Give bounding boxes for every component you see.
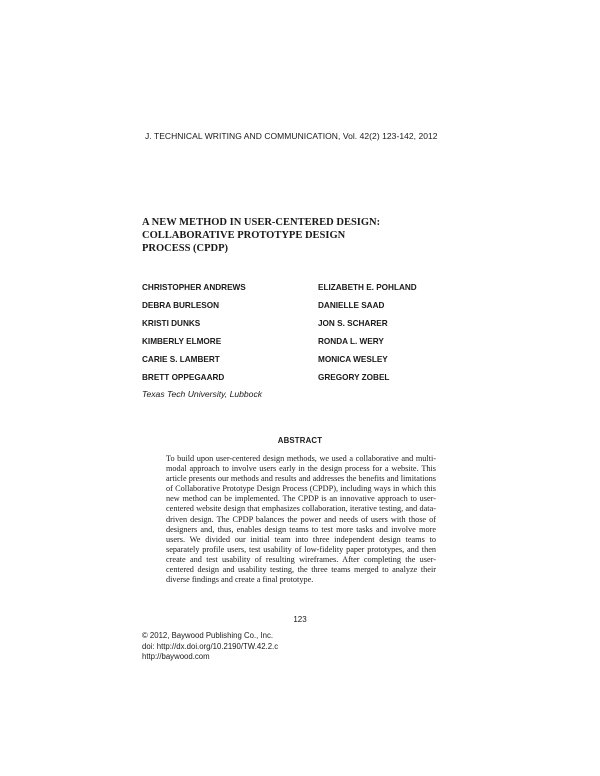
author-name: RONDA L. WERY — [318, 337, 384, 346]
affiliation: Texas Tech University, Lubbock — [142, 389, 263, 399]
author-name: KRISTI DUNKS — [142, 319, 201, 328]
author-name: DEBRA BURLESON — [142, 301, 220, 310]
authors-column-right — [318, 282, 417, 390]
author-name: MONICA WESLEY — [318, 355, 388, 364]
authors-column-left — [142, 282, 246, 390]
doi-link[interactable]: doi: http://dx.doi.org/10.2190/TW.42.2.c — [142, 641, 279, 651]
abstract-heading: ABSTRACT — [277, 436, 323, 445]
author-name: CARIE S. LAMBERT — [142, 355, 220, 364]
author-name: CHRISTOPHER ANDREWS — [142, 283, 246, 292]
title-line: A NEW METHOD IN USER-CENTERED DESIGN: — [142, 217, 381, 228]
journal-header: J. TECHNICAL WRITING AND COMMUNICATION, Vol. 42(2) 123-142, 2012 — [145, 131, 438, 141]
title-line: PROCESS (CPDP) — [142, 243, 229, 254]
publisher-url[interactable]: http://baywood.com — [142, 652, 210, 661]
author-name: BRETT OPPEGAARD — [142, 373, 225, 382]
author-name: DANIELLE SAAD — [318, 301, 385, 310]
title-line: COLLABORATIVE PROTOTYPE DESIGN — [142, 230, 346, 241]
copyright-notice: © 2012, Baywood Publishing Co., Inc. — [142, 631, 274, 640]
author-name: JON S. SCHARER — [318, 319, 388, 328]
abstract-text: To build upon user-centered design methods, we used a collaborative and multi-modal approach to involve users early in the design process for a website. This article presents our methods and results and addresses the benefits and limitations of Collaborative Prototype Design Process (CPDP), including ways in which this new method can be implemented. The CPDP is an innovative approach to user-centered website design that emphasizes collaboration, iterative testing, and data-driven design. The CPDP balances the power and needs of users with those of designers and, thus, enables design teams to test more tasks and involve more users. We divided our initial team into three independent design teams to separately profile users, test usability of low-fidelity paper prototypes, and then create and test usability of resulting wireframes. After completing the user-centered design and usability testing, the three teams merged to analyze their diverse findings and create a final prototype. — [166, 454, 436, 585]
article-title — [142, 216, 442, 255]
author-name: KIMBERLY ELMORE — [142, 337, 222, 346]
page-number: 123 — [293, 615, 307, 624]
author-name: ELIZABETH E. POHLAND — [318, 283, 417, 292]
footer — [142, 631, 278, 663]
author-name: GREGORY ZOBEL — [318, 373, 390, 382]
